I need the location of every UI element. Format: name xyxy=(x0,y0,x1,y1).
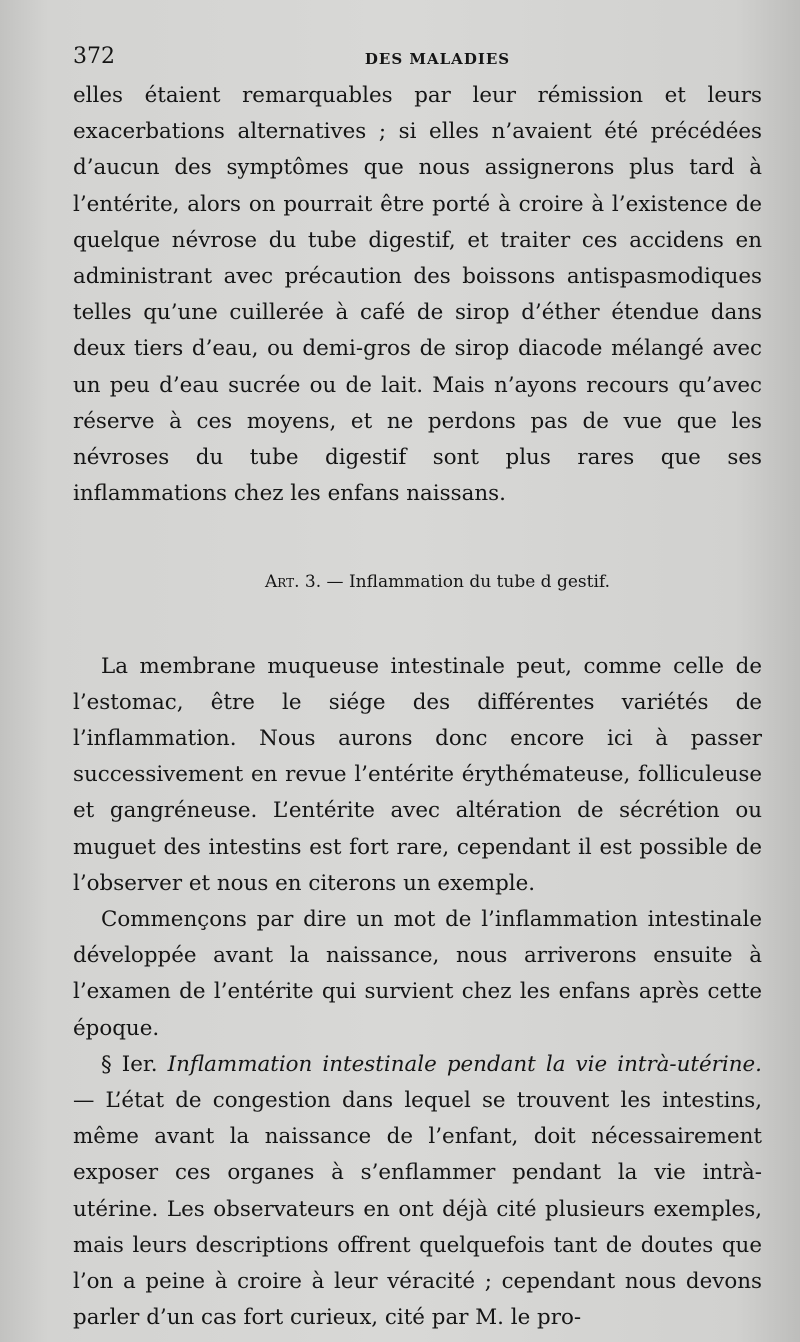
page-number: 372 xyxy=(73,44,115,69)
article-heading xyxy=(73,564,762,600)
article-title: — Inflammation du tube d gestif. xyxy=(326,572,610,593)
paragraph-1: elles étaient remarquables par leur rémission et leurs exacerbations alternatives ; si elles n’avaient été précédées d’aucun des symptômes que nous assignerons plus tard à l’entérite, alors on pourrait être porté à croire à l’existence de quelque névrose du tube digestif, et traiter ces accidens en administrant avec précaution des boissons antispasmodiques telles qu’une cuillerée à café de sirop d’éther étendue dans deux tiers d’eau, ou demi-gros de sirop diacode mélangé avec un peu d’eau sucrée ou de lait. Mais n’ayons recours qu’avec réserve à ces moyens, et ne perdons pas de vue que les névroses du tube digestif sont plus rares que ses inflammations chez les enfans naissans. xyxy=(73,83,762,507)
section-title: Inflammation intestinale pendant la vie intrà-utérine. xyxy=(167,1051,762,1077)
paragraph-4: — L’état de congestion dans lequel se trouvent les intestins, même avant la naissance de l’enfant, doit nécessairement exposer ces organes à s’enflammer pendant la vie intrà-utérine. Les observateurs en ont déjà cité plusieurs exemples, mais leurs descriptions offrent quelquefois tant de doutes que l’on a peine à croire à leur véracité ; cependant nous devons parler d’un cas fort curieux, cité par M. le pro- xyxy=(73,1088,762,1331)
paragraph-2: La membrane muqueuse intestinale peut, comme celle de l’estomac, être le siége des différentes variétés de l’inflammation. Nous aurons donc encore ici à passer successivement en revue l’entérite érythémateuse, folliculeuse et gangréneuse. L’entérite avec altération de sécrétion ou muguet des intestins est fort rare, cependant il est possible de l’observer et nous en citerons un exemple. xyxy=(73,653,762,896)
section-mark: § Ier. xyxy=(101,1051,158,1077)
section-paragraph xyxy=(73,1047,762,1337)
article-label: Art. 3. xyxy=(265,572,322,593)
page-header xyxy=(73,44,762,78)
paragraph-3: Commençons par dire un mot de l’inflammation intestinale développée avant la naissance, nous arriverons ensuite à l’examen de l’entérite qui survient chez les enfans après cette époque. xyxy=(73,907,762,1041)
running-head: DES MALADIES xyxy=(364,50,511,68)
body-text xyxy=(73,78,762,1337)
